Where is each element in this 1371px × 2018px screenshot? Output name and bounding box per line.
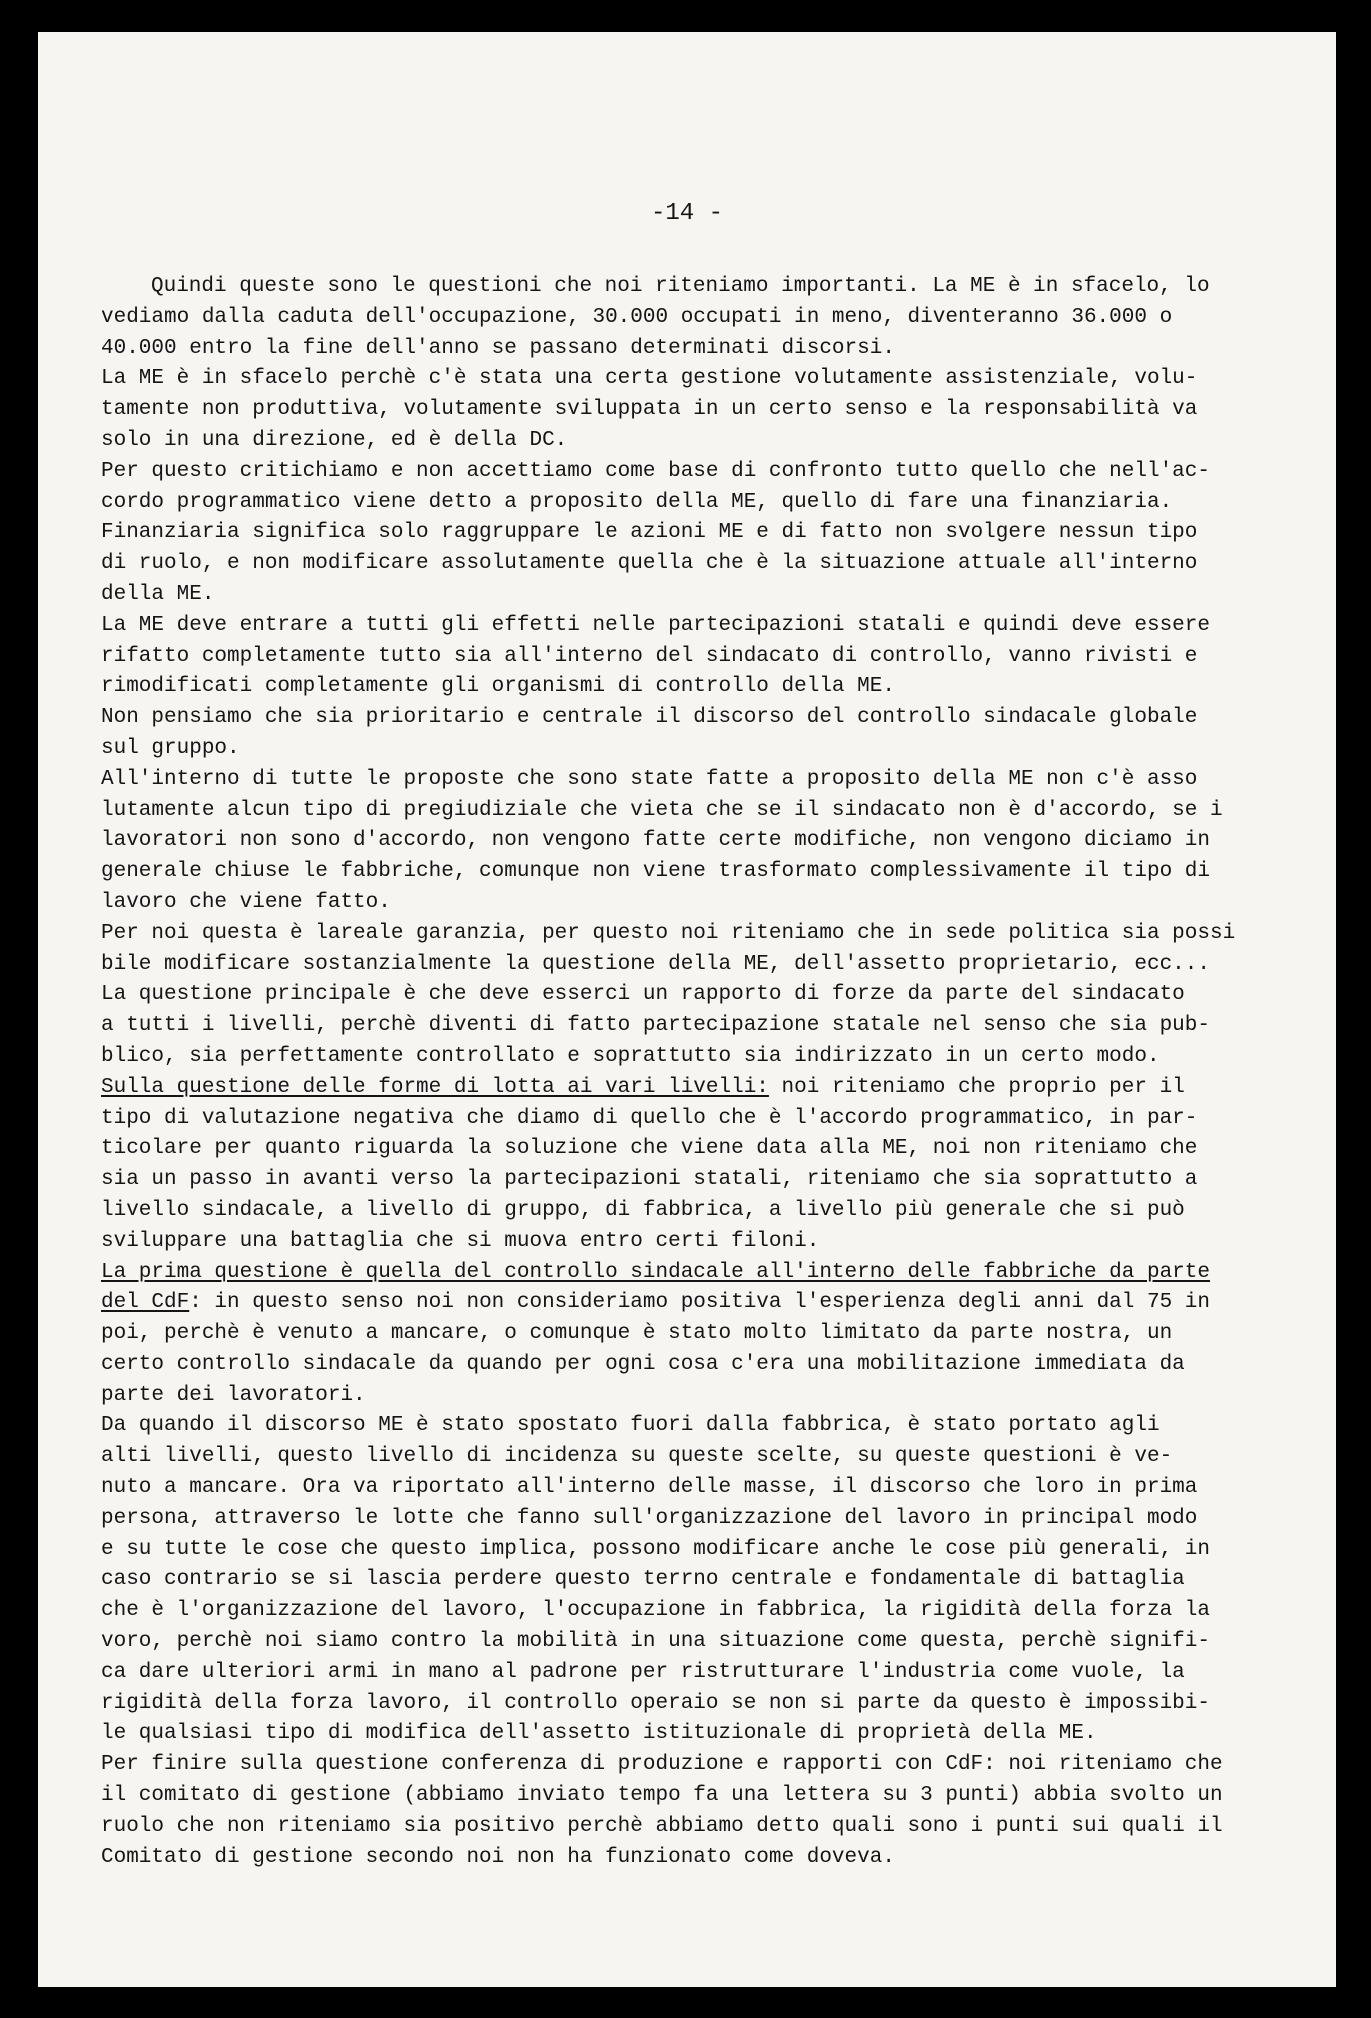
line-text: cordo programmatico viene detto a proposito della ME, quello di fare una finanziaria.: [101, 490, 1173, 514]
line-text: che è l'organizzazione del lavoro, l'occupazione in fabbrica, la rigidità della forza la: [101, 1599, 1210, 1623]
line-text: rigidità della forza lavoro, il controllo operaio se non si parte da questo è impossibi-: [101, 1691, 1210, 1715]
text-line: [101, 1381, 1281, 1412]
line-text: nuto a mancare. Ora va riportato all'interno delle masse, il discorso che loro in prima: [101, 1476, 1198, 1500]
line-text: lavoratori non sono d'accordo, non vengono fatte certe modifiche, non vengono diciamo in: [101, 829, 1210, 853]
line-text: della ME.: [101, 582, 215, 606]
line-text: lavoro che viene fatto.: [101, 890, 391, 914]
text-line: [101, 1596, 1281, 1627]
text-line: [101, 1719, 1281, 1750]
line-text: La ME è in sfacelo perchè c'è stata una certa gestione volutamente assistenziale, volu-: [101, 367, 1198, 391]
line-text: Da quando il discorso ME è stato spostato fuori dalla fabbrica, è stato portato agli: [101, 1414, 1160, 1438]
text-line: [101, 303, 1281, 334]
line-text: solo in una direzione, ed è della DC.: [101, 428, 568, 452]
line-text: di ruolo, e non modificare assolutamente quella che è la situazione attuale all'interno: [101, 552, 1198, 576]
text-line: [101, 1350, 1281, 1381]
text-line: [101, 765, 1281, 796]
line-text: sia un passo in avanti verso la partecipazioni statali, riteniamo che sia soprattutto a: [101, 1168, 1198, 1192]
line-text: Comitato di gestione secondo noi non ha funzionato come doveva.: [101, 1845, 895, 1869]
text-line: [101, 1104, 1281, 1135]
line-text: 40.000 entro la fine dell'anno se passano determinati discorsi.: [101, 336, 895, 360]
line-text: : in questo senso noi non consideriamo positiva l'esperienza degli anni dal 75 in: [189, 1291, 1210, 1315]
line-text: blico, sia perfettamente controllato e soprattutto sia indirizzato in un certo modo.: [101, 1044, 1160, 1068]
text-line: [101, 334, 1281, 365]
line-text: rifatto completamente tutto sia all'interno del sindacato di controllo, vanno rivisti e: [101, 644, 1198, 668]
line-text: Per finire sulla questione conferenza di produzione e rapporti con CdF: noi riteniamo che: [101, 1753, 1223, 1777]
line-text: parte dei lavoratori.: [101, 1383, 366, 1407]
line-text: caso contrario se si lascia perdere questo terrno centrale e fondamentale di battaglia: [101, 1568, 1185, 1592]
line-text: ruolo che non riteniamo sia positivo perchè abbiamo detto quali sono i punti sui quali il: [101, 1814, 1223, 1838]
text-line: [101, 1258, 1281, 1289]
text-line: [101, 1011, 1281, 1042]
text-line: [101, 734, 1281, 765]
text-line: [101, 1627, 1281, 1658]
line-text: Finanziaria significa solo raggruppare le azioni ME e di fatto non svolgere nessun tipo: [101, 521, 1198, 545]
text-line: [101, 1411, 1281, 1442]
line-text: e su tutte le cose che questo implica, possono modificare anche le cose più generali, in: [101, 1537, 1210, 1561]
text-line: [101, 642, 1281, 673]
line-text: il comitato di gestione (abbiamo inviato tempo fa una lettera su 3 punti) abbia svolto un: [101, 1784, 1223, 1808]
line-text: bile modificare sostanzialmente la questione della ME, dell'assetto proprietario, ecc...: [101, 952, 1210, 976]
text-line: [101, 857, 1281, 888]
text-line: [101, 1843, 1281, 1874]
text-line: [101, 1134, 1281, 1165]
line-text: sul gruppo.: [101, 736, 240, 760]
text-line: [101, 457, 1281, 488]
line-text: voro, perchè noi siamo contro la mobilità in una situazione come questa, perchè signifi-: [101, 1630, 1210, 1654]
line-text: certo controllo sindacale da quando per ogni cosa c'era una mobilitazione immediata da: [101, 1352, 1185, 1376]
text-line: [101, 703, 1281, 734]
text-line: [101, 488, 1281, 519]
line-text: Quindi queste sono le questioni che noi riteniamo importanti. La ME è in sfacelo, lo: [151, 275, 1210, 298]
text-line: [101, 1288, 1281, 1319]
line-text: alti livelli, questo livello di incidenza su queste scelte, su queste questioni è ve-: [101, 1445, 1173, 1469]
line-text: noi riteniamo che proprio per il: [781, 1075, 1185, 1099]
text-line: [101, 549, 1281, 580]
line-text: poi, perchè è venuto a mancare, o comunque è stato molto limitato da parte nostra, un: [101, 1322, 1173, 1346]
text-line: [101, 1442, 1281, 1473]
line-text: livello sindacale, a livello di gruppo, di fabbrica, a livello più generale che si può: [101, 1198, 1185, 1222]
line-text: La ME deve entrare a tutti gli effetti nelle partecipazioni statali e quindi deve essere: [101, 613, 1210, 637]
underlined-heading: La prima questione è quella del controllo sindacale all'interno delle fabbriche da parte: [101, 1260, 1210, 1284]
line-text: Per noi questa è lareale garanzia, per questo noi riteniamo che in sede politica sia possi: [101, 921, 1236, 945]
text-line: [101, 1504, 1281, 1535]
text-line: [101, 1689, 1281, 1720]
text-line: [101, 426, 1281, 457]
text-line: [101, 796, 1281, 827]
text-line: [101, 272, 1281, 303]
line-text: All'interno di tutte le proposte che sono state fatte a proposito della ME non c'è asso: [101, 767, 1198, 791]
text-line: [101, 1535, 1281, 1566]
text-line: [101, 1042, 1281, 1073]
underlined-heading: del CdF: [101, 1291, 190, 1315]
text-line: [101, 364, 1281, 395]
text-line: [101, 611, 1281, 642]
text-line: [101, 1319, 1281, 1350]
line-text: rimodificati completamente gli organismi di controllo della ME.: [101, 675, 895, 699]
text-line: [101, 1227, 1281, 1258]
line-text: Per questo critichiamo e non accettiamo come base di confronto tutto quello che nell'ac-: [101, 459, 1210, 483]
line-text: tipo di valutazione negativa che diamo di quello che è l'accordo programmatico, in par-: [101, 1106, 1198, 1130]
document-page: [38, 32, 1336, 1987]
page-number: -14 -: [650, 200, 723, 227]
text-line: [101, 395, 1281, 426]
line-text: lutamente alcun tipo di pregiudiziale che vieta che se il sindacato non è d'accordo, se i: [101, 798, 1223, 822]
line-text: le qualsiasi tipo di modifica dell'assetto istituzionale di proprietà della ME.: [101, 1722, 1097, 1746]
line-text: ticolare per quanto riguarda la soluzione che viene data alla ME, noi non riteniamo che: [101, 1137, 1198, 1161]
text-line: [101, 980, 1281, 1011]
text-line: [101, 580, 1281, 611]
text-line: [101, 1750, 1281, 1781]
text-line: [101, 919, 1281, 950]
line-text: generale chiuse le fabbriche, comunque non viene trasformato complessivamente il tipo di: [101, 860, 1210, 884]
text-line: [101, 950, 1281, 981]
text-line: [101, 672, 1281, 703]
text-line: [101, 888, 1281, 919]
text-line: [101, 1165, 1281, 1196]
text-line: [101, 1658, 1281, 1689]
text-line: [101, 826, 1281, 857]
text-line: [101, 1473, 1281, 1504]
document-body: [101, 272, 1281, 1873]
line-text: ca dare ulteriori armi in mano al padrone per ristrutturare l'industria come vuole, la: [101, 1660, 1185, 1684]
line-text: persona, attraverso le lotte che fanno sull'organizzazione del lavoro in principal modo: [101, 1506, 1198, 1530]
line-text: La questione principale è che deve esserci un rapporto di forze da parte del sindacato: [101, 983, 1185, 1007]
line-text: Non pensiamo che sia prioritario e centrale il discorso del controllo sindacale globale: [101, 706, 1198, 730]
line-text: vediamo dalla caduta dell'occupazione, 30.000 occupati in meno, diventeranno 36.000 o: [101, 305, 1173, 329]
line-text: sviluppare una battaglia che si muova entro certi filoni.: [101, 1229, 820, 1253]
text-line: [101, 1073, 1281, 1104]
underlined-heading: Sulla questione delle forme di lotta ai vari livelli:: [101, 1075, 769, 1099]
text-line: [101, 1196, 1281, 1227]
line-text: tamente non produttiva, volutamente sviluppata in un certo senso e la responsabilità va: [101, 398, 1198, 422]
line-text: a tutti i livelli, perchè diventi di fatto partecipazione statale nel senso che sia pub-: [101, 1014, 1210, 1038]
text-line: [101, 1565, 1281, 1596]
text-line: [101, 1812, 1281, 1843]
text-line: [101, 518, 1281, 549]
text-line: [101, 1781, 1281, 1812]
